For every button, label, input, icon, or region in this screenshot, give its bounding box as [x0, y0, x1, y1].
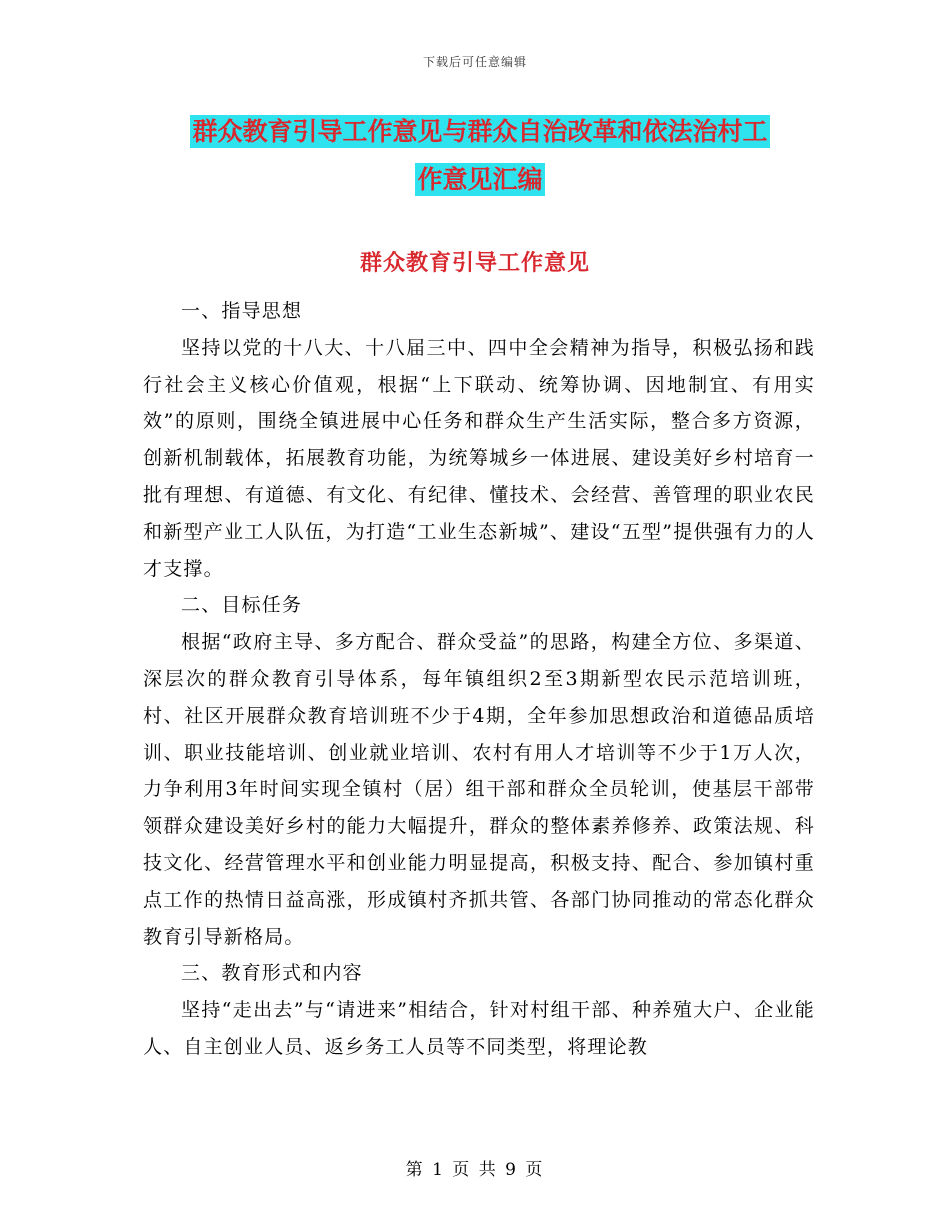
paragraph: 坚持“走出去”与“请进来”相结合，针对村组干部、种养殖大户、企业能人、自主创业人员、返乡务工人员等不同类型，将理论教	[143, 999, 815, 1058]
section-title: 群众教育引导工作意见	[359, 250, 590, 276]
document-title	[150, 108, 810, 204]
page-header: 下载后可任意编辑	[422, 55, 527, 69]
document-title-line-2: 作意见汇编	[417, 165, 543, 194]
page-number-footer: 第 1 页 共 9 页	[405, 1160, 545, 1180]
document-title-line-1: 群众教育引导工作意见与群众自治改革和依法治村工	[192, 117, 768, 146]
section-heading: 二、目标任务	[181, 594, 303, 617]
paragraph: 坚持以党的十八大、十八届三中、四中全会精神为指导，积极弘扬和践行社会主义核心价值观，根据“上下联动、统筹协调、因地制宜、有用实效”的原则，围绕全镇进展中心任务和群众生产生活实际，整合多方资源，创新机制载体，拓展教育功能，为统筹城乡一体进展、建设美好乡村培育一批有理想、有道德、有文化、有纪律、懂技术、会经营、善管理的职业农民和新型产业工人队伍，为打造“工业生态新城”、建设“五型”提供强有力的人才支撑。	[143, 336, 815, 580]
body-text	[143, 293, 815, 1066]
paragraph: 根据“政府主导、多方配合、群众受益”的思路，构建全方位、多渠道、深层次的群众教育引导体系，每年镇组织2至3期新型农民示范培训班，村、社区开展群众教育培训班不少于4期，全年参加思想政治和道德品质培训、职业技能培训、创业就业培训、农村有用人才培训等不少于1万人次，力争利用3年时间实现全镇村（居）组干部和群众全员轮训，使基层干部带领群众建设美好乡村的能力大幅提升，群众的整体素养修养、政策法规、科技文化、经营管理水平和创业能力明显提高，积极支持、配合、参加镇村重点工作的热情日益高涨，形成镇村齐抓共管、各部门协同推动的常态化群众教育引导新格局。	[143, 631, 815, 948]
section-heading: 一、指导思想	[181, 300, 303, 322]
section-heading: 三、教育形式和内容	[181, 962, 363, 985]
